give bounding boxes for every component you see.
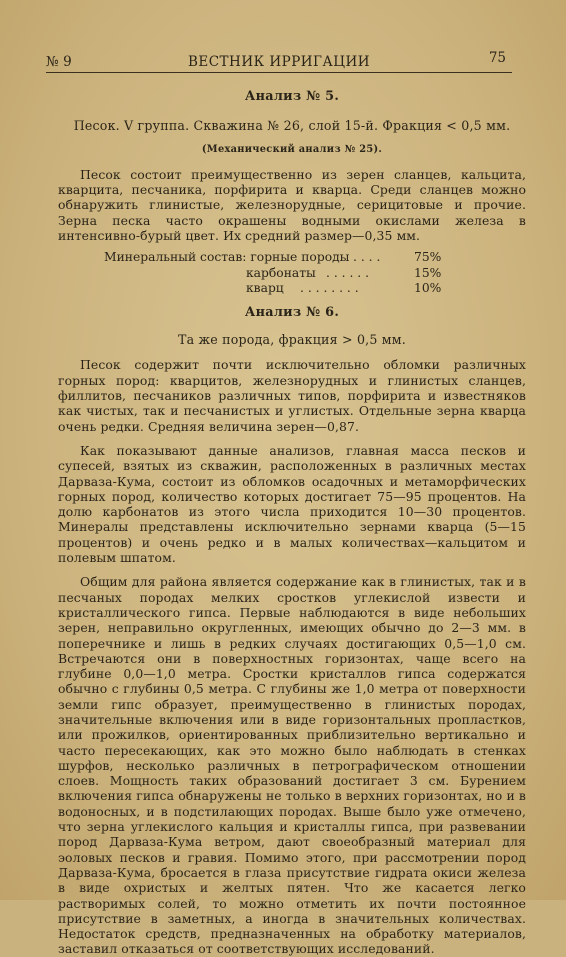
analysis-5-note: (Механический анализ № 25). [201,143,383,155]
composition-row [58,281,526,297]
running-header [46,52,512,73]
page-number: 75 [488,50,506,66]
analysis-6-title: Анализ № 6. [244,304,340,320]
body-paragraph: Общим для района является содержание как в глинистых, так и в песчаных породах мелких сростков углекислой извести и кристаллического гипса. Первые наблюдаются в виде небольших зерен, неправильно округленных, имеющих обычно до 2—3 мм. в поперечнике и лишь в редких случаях достигающих 0,5—1,0 см. Встречаются они в поверхностных горизонтах, чаще всего на глубине 0,0—1,0 метра. Сростки кристаллов гипса содержатся обычно с глубины 0,5 метра. С глубины же 1,0 метра от поверхности земли гипс образует, преимущественно в глинистых породах, значительные включения или в виде горизонтальных пропластков, или прожилков, ориентированных приблизительно вертикально и часто пересекающих, как это можно было наблюдать в стенках шурфов, несколько различных в петрографическом отношении слоев. Мощность таких образований достигает 3 см. Бурением включения гипса обнаружены не только в верхних горизонтах, но и в водоносных, и в подстилающих породах. Выше было уже отмечено, что зерна углекислого кальция и кристаллы гипса, при развевании пород Дарваза-Кума ветром, дают своеобразный материал для эоловых песков и гравия. Помимо этого, при рассмотрении пород Дарваза-Кума, бросается в глаза присутствие гидрата окиси железа в виде охристых и желтых пятен. Что же касается легко растворимых солей, то можно отметить их почти постоянное присутствие в заметных, а иногда в значительных количествах. Недостаток средств, предназначенных на обработку материалов, заставил отказаться от соответствующих исследований. [58,574,526,957]
body-paragraph: Как показывают данные анализов, главная масса песков и супесей, взятых из скважин, расположенных в различных местах Дарваза-Кума, состоит из обломков осадочных и метаморфических горных пород, количество которых достигает 75—95 процентов. На долю карбонатов из этого числа приходится 10—30 процентов. Минералы представлены исключительно зернами кварца (5—15 процентов) и очень редко и в малых количествах—кальцитом и полевым шпатом. [58,442,526,566]
composition-label: кварц [246,281,284,296]
page-content [58,84,526,957]
analysis-6-subtitle: Та же порода, фракция > 0,5 мм. [178,332,406,348]
journal-title: ВЕСТНИК ИРРИГАЦИИ [187,54,371,70]
composition-value: 75% [414,250,442,265]
composition-value: 15% [414,265,442,280]
composition-label: карбонаты [246,265,316,280]
analysis-6-paragraph: Песок содержит почти исключительно обломки различных горных пород: кварцитов, железнорудных и глинистых сланцев, филлитов, песчаников различных типов, порфирита и известняков как чистых, так и песчанистых и углистых. Отдельные зерна кварца очень редки. Средняя величина зерен—0,87. [58,357,526,434]
composition-row [58,250,526,266]
composition-value: 10% [414,281,442,296]
issue-number: № 9 [46,54,72,70]
composition-label: Минеральный состав: горные породы [104,250,350,265]
composition-row [58,266,526,282]
analysis-5-subtitle: Песок. V группа. Скважина № 26, слой 15-й. Фракция < 0,5 мм. [73,118,511,134]
analysis-5-paragraph: Песок состоит преимущественно из зерен сланцев, кальцита, кварцита, песчаника, порфирита и кварца. Среди сланцев можно обнаружить глинистые, железнорудные, серицитовые и прочие. Зерна песка часто окрашены водными окислами железа в интенсивно-бурый цвет. Их средний размер—0,35 мм. [58,166,526,244]
mineral-composition [58,250,526,297]
analysis-5-title: Анализ № 5. [244,89,340,104]
composition-dots: . . . . . . . . [300,281,359,296]
composition-dots: . . . . . . [326,265,369,280]
composition-dots: . . . . [353,250,381,265]
